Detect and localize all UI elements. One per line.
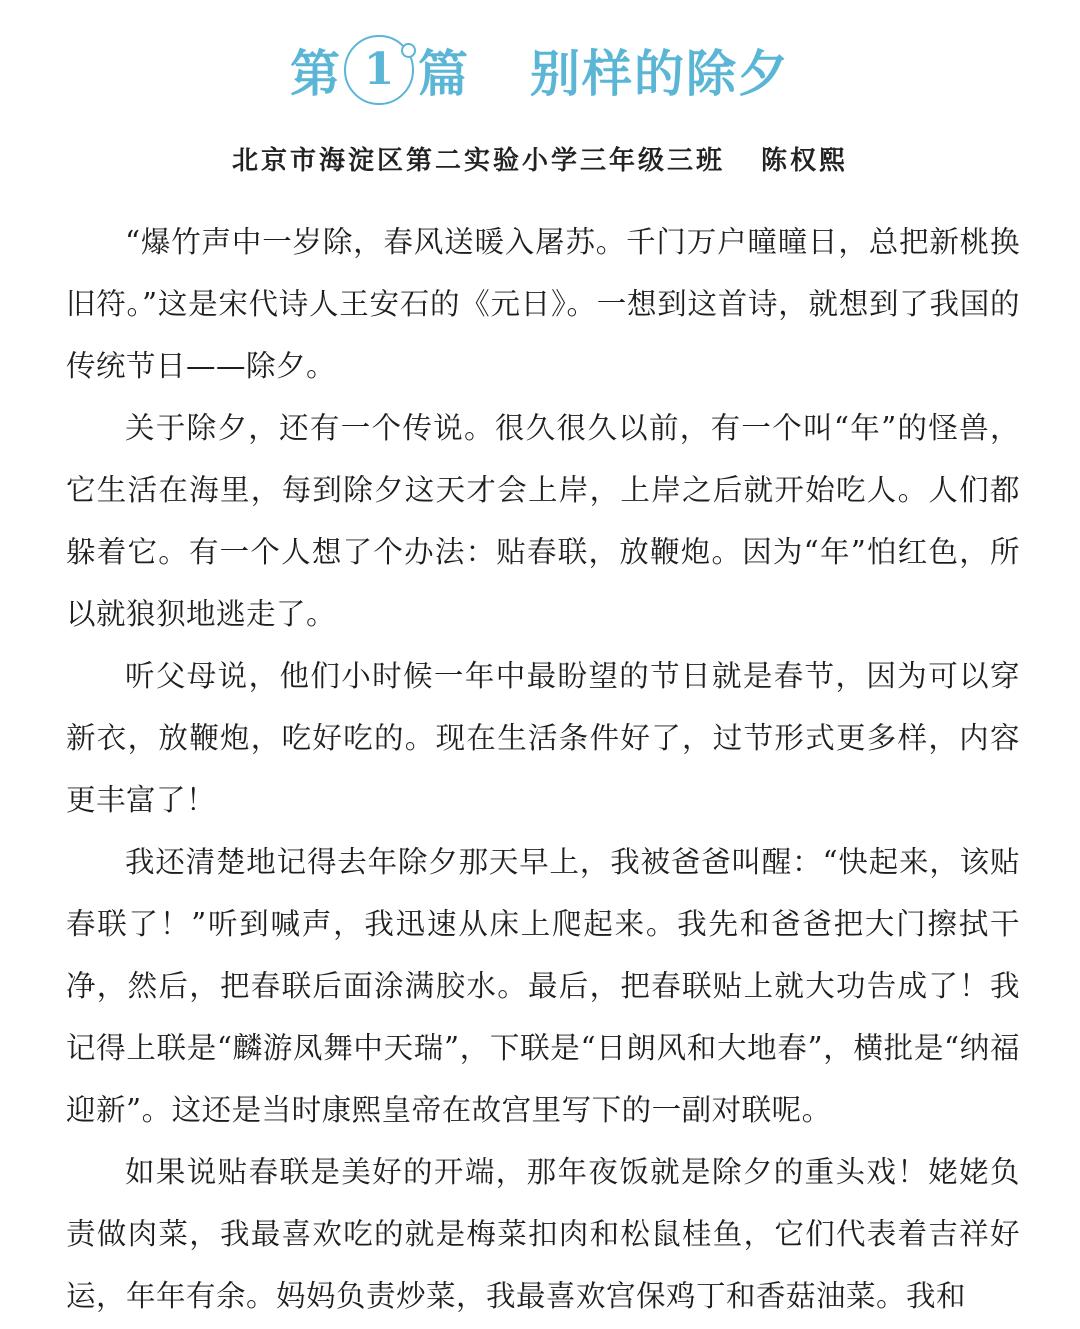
author-name: 陈权熙 bbox=[761, 146, 849, 176]
paragraph: 关于除夕，还有一个传说。很久很久以前，有一个叫“年”的怪兽，它生活在海里，每到除夕这天才会上岸，上岸之后就开始吃人。人们都躲着它。有一个人想了个办法：贴春联，放鞭炮。因为“年”怕红色，所以就狼狈地逃走了。 bbox=[66, 411, 1020, 631]
essay-title: 别样的除夕 bbox=[530, 45, 790, 103]
chapter-number-circle bbox=[344, 35, 414, 105]
paragraph: 我还清楚地记得去年除夕那天早上，我被爸爸叫醒：“快起来，该贴春联了！”听到喊声，我迅速从床上爬起来。我先和爸爸把大门擦拭干净，然后，把春联后面涂满胶水。最后，把春联贴上就大功告成了！我记得上联是“麟游凤舞中天瑞”，下联是“日朗风和大地春”，横批是“纳福迎新”。这还是当时康熙皇帝在故宫里写下的一副对联呢。 bbox=[66, 845, 1020, 1127]
paragraph: 如果说贴春联是美好的开端，那年夜饭就是除夕的重头戏！姥姥负责做肉菜，我最喜欢吃的就是梅菜扣肉和松鼠桂鱼，它们代表着吉祥好运，年年有余。妈妈负责炒菜，我最喜欢宫保鸡丁和香菇油菜。我和 bbox=[66, 1155, 1020, 1313]
paragraph: 听父母说，他们小时候一年中最盼望的节日就是春节，因为可以穿新衣，放鞭炮，吃好吃的。现在生活条件好了，过节形式更多样，内容更丰富了！ bbox=[66, 659, 1020, 817]
school-name: 北京市海淀区第二实验小学三年级三班 bbox=[231, 146, 725, 176]
chapter-suffix: 篇 bbox=[418, 45, 468, 103]
circle-dot-decoration bbox=[401, 43, 416, 58]
page-title bbox=[0, 30, 1080, 110]
chapter-prefix: 第 bbox=[290, 45, 340, 103]
chapter-number: 1 bbox=[363, 44, 395, 95]
byline bbox=[0, 140, 1080, 177]
chapter-label bbox=[290, 34, 468, 106]
paragraph: “爆竹声中一岁除，春风送暖入屠苏。千门万户曈曈日，总把新桃换旧符。”这是宋代诗人王安石的《元日》。一想到这首诗，就想到了我国的传统节日——除夕。 bbox=[66, 225, 1020, 383]
article-body bbox=[66, 211, 1020, 1327]
